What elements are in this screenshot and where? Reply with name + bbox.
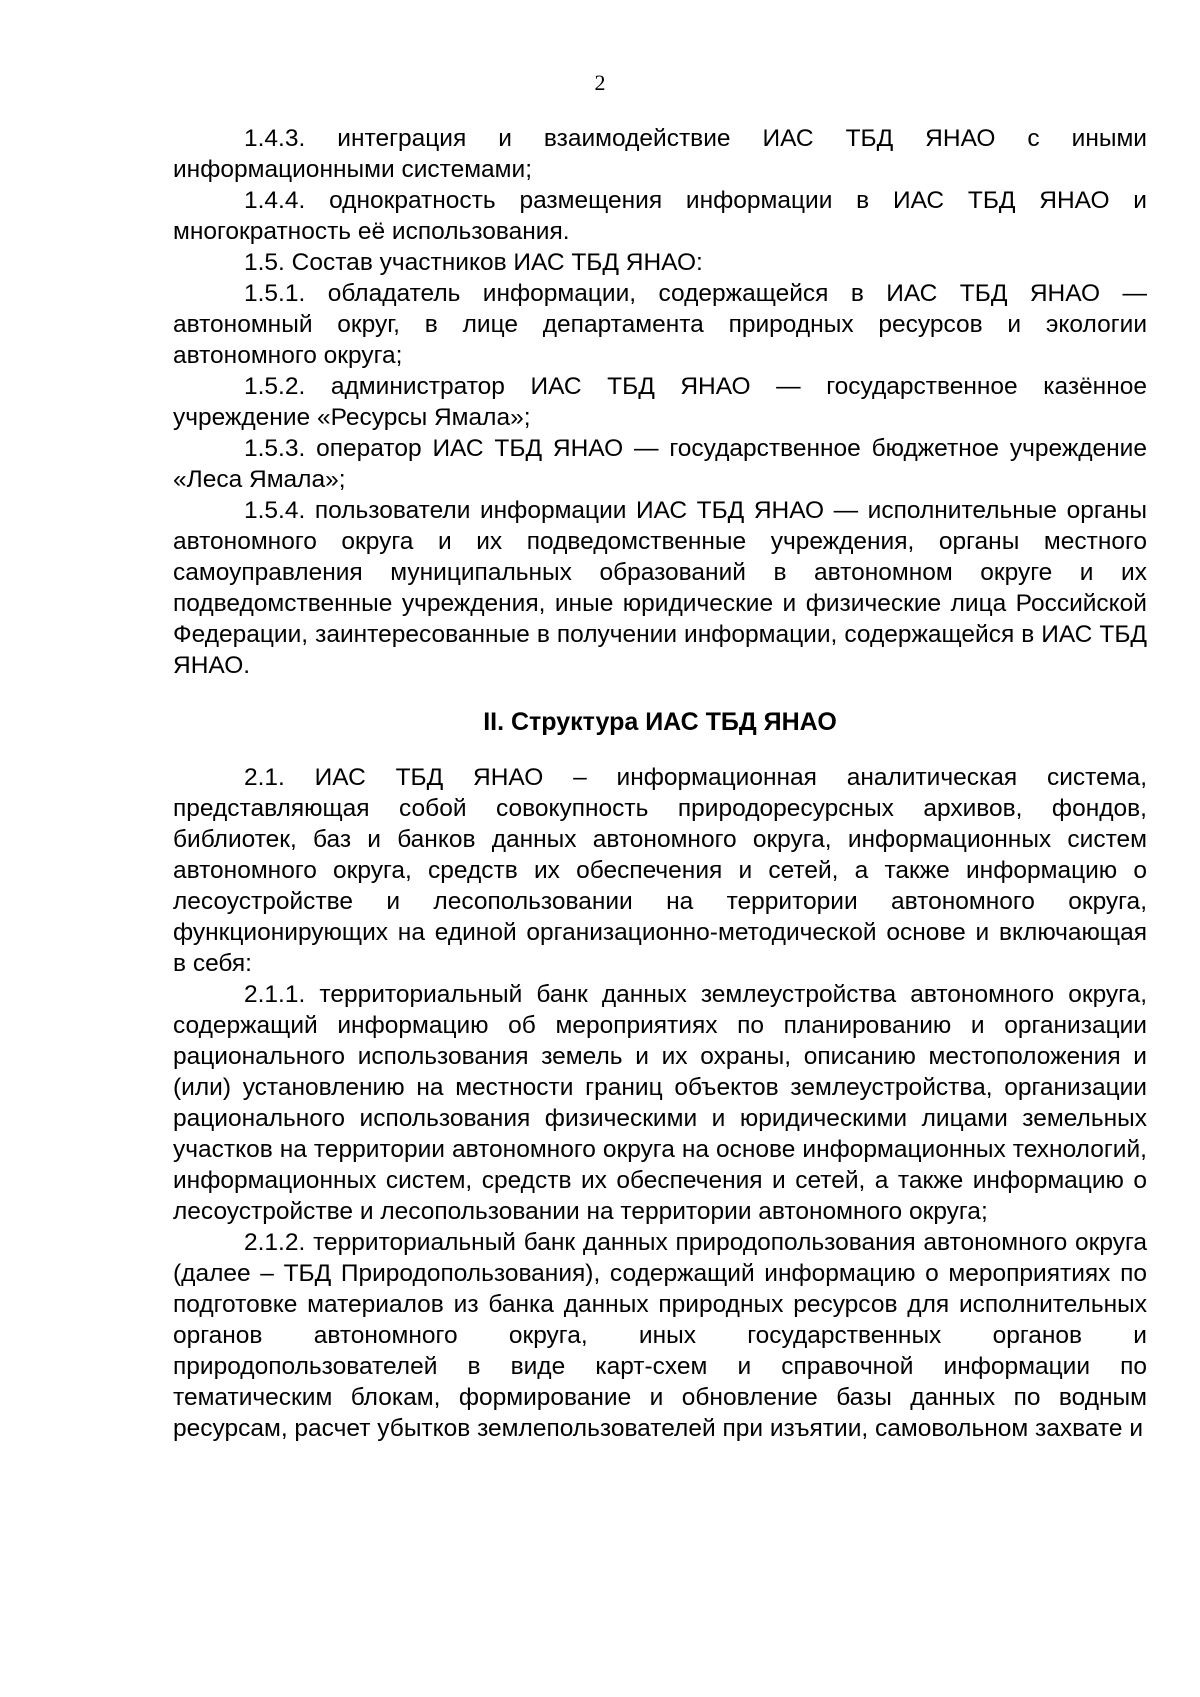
paragraph-1-5-2: 1.5.2. администратор ИАС ТБД ЯНАО — государственное казённое учреждение «Ресурсы Ямала»; xyxy=(173,373,1147,431)
paragraph-1-5-4: 1.5.4. пользователи информации ИАС ТБД ЯНАО — исполнительные органы автономного округа и их подведомственные учреждения, органы местного самоуправления муниципальных образований в автономном округе и их подведомственные учреждения, иные юридические и физические лица Российской Федерации, заинтересованные в получении информации, содержащейся в ИАС ТБД ЯНАО. xyxy=(173,497,1147,679)
paragraph-1-5-3: 1.5.3. оператор ИАС ТБД ЯНАО — государственное бюджетное учреждение «Леса Ямала»; xyxy=(173,435,1147,493)
page-number: 2 xyxy=(594,70,606,95)
paragraph-2-1: 2.1. ИАС ТБД ЯНАО – информационная аналитическая система, представляющая собой совокупность природоресурсных архивов, фондов, библиотек, баз и банков данных автономного округа, информационных систем автономного округа, средств их обеспечения и сетей, а также информацию о лесоустройстве и лесопользовании на территории автономного округа, функционирующих на единой организационно-методической основе и включающая в себя: xyxy=(173,764,1147,977)
paragraph-2-1-1: 2.1.1. территориальный банк данных землеустройства автономного округа, содержащий информацию об мероприятиях по планированию и организации рационального использования земель и их охраны, описанию местоположения и (или) установлению на местности границ объектов землеустройства, организации рационального использования физическими и юридическими лицами земельных участков на территории автономного округа на основе информационных технологий, информационных систем, средств их обеспечения и сетей, а также информацию о лесоустройстве и лесопользовании на территории автономного округа; xyxy=(173,981,1147,1225)
paragraph-1-4-4: 1.4.4. однократность размещения информации в ИАС ТБД ЯНАО и многократность её использования. xyxy=(173,187,1147,245)
document-body xyxy=(173,123,1147,1444)
paragraph-1-4-3: 1.4.3. интеграция и взаимодействие ИАС ТБД ЯНАО с иными информационными системами; xyxy=(173,125,1147,183)
paragraph-1-5-1: 1.5.1. обладатель информации, содержащейся в ИАС ТБД ЯНАО — автономный округ, в лице департамента природных ресурсов и экологии автономного округа; xyxy=(173,280,1147,369)
paragraph-2-1-2: 2.1.2. территориальный банк данных природопользования автономного округа (далее – ТБД Природопользования), содержащий информацию о мероприятиях по подготовке материалов из банка данных природных ресурсов для исполнительных органов автономного округа, иных государственных органов и природопользователей в виде карт-схем и справочной информации по тематическим блокам, формирование и обновление базы данных по водным ресурсам, расчет убытков землепользователей при изъятии, самовольном захвате и xyxy=(173,1229,1147,1442)
paragraph-1-5: 1.5. Состав участников ИАС ТБД ЯНАО: xyxy=(244,249,703,276)
section-title: II. Структура ИАС ТБД ЯНАО xyxy=(483,708,837,736)
